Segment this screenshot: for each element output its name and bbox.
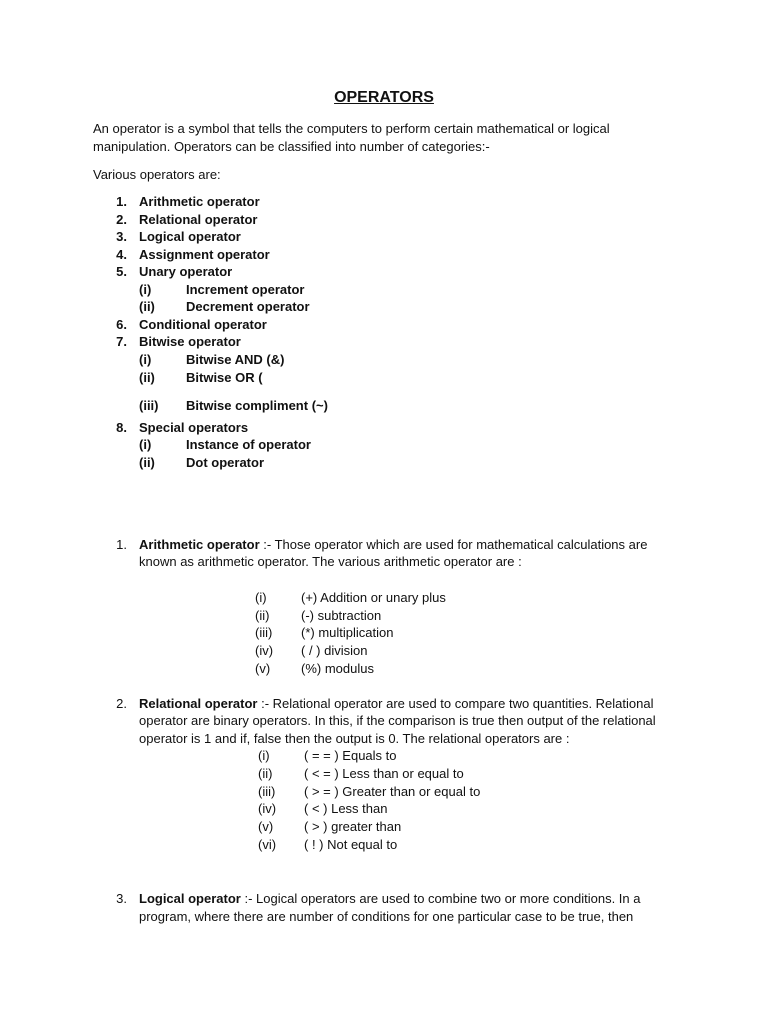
section-line-2: program, where there are number of conditions for one particular case to be true, then <box>139 909 634 924</box>
list-number: 2. <box>116 212 127 227</box>
item-text: ( < ) Less than <box>304 801 388 816</box>
list-item: Unary operator <box>139 264 233 279</box>
item-number: (v) <box>255 661 271 676</box>
list-number: 8. <box>116 420 127 435</box>
sublist-number: (iii) <box>139 398 159 413</box>
list-item: Bitwise operator <box>139 334 241 349</box>
sublist-item: Decrement operator <box>186 299 310 314</box>
list-number: 6. <box>116 317 127 332</box>
section-heading: Relational operator <box>139 696 258 711</box>
section-number: 3. <box>116 891 127 906</box>
section-number: 2. <box>116 696 127 711</box>
intro-line-2: manipulation. Operators can be classified into number of categories:- <box>93 139 490 154</box>
sublist-number: (ii) <box>139 370 155 385</box>
section-heading: Logical operator <box>139 891 241 906</box>
intro-line-1: An operator is a symbol that tells the computers to perform certain mathematical or logical <box>93 121 610 136</box>
section-line-2: operator are binary operators. In this, if the comparison is true then output of the relational <box>139 713 656 728</box>
section-line-2: known as arithmetic operator. The various arithmetic operator are : <box>139 554 522 569</box>
sublist-item: Bitwise OR ( <box>186 370 263 385</box>
item-number: (ii) <box>255 608 270 623</box>
item-number: (iii) <box>258 784 276 799</box>
item-number: (vi) <box>258 837 277 852</box>
sublist-item: Increment operator <box>186 282 305 297</box>
section-text: :- Logical operators are used to combine two or more conditions. In a <box>244 891 641 906</box>
item-number: (i) <box>255 590 267 605</box>
list-item: Special operators <box>139 420 249 435</box>
item-text: (-) subtraction <box>301 608 382 623</box>
item-text: ( / ) division <box>301 643 368 658</box>
list-item: Logical operator <box>139 229 241 244</box>
item-number: (ii) <box>258 766 273 781</box>
item-text: ( = = ) Equals to <box>304 748 397 763</box>
sublist-item: Bitwise AND (&) <box>186 352 285 367</box>
item-text: ( ! ) Not equal to <box>304 837 398 852</box>
item-text: ( > = ) Greater than or equal to <box>304 784 481 799</box>
sublist-item: Bitwise compliment (~) <box>186 398 328 413</box>
list-number: 3. <box>116 229 127 244</box>
list-number: 5. <box>116 264 127 279</box>
item-number: (iv) <box>255 643 274 658</box>
sublist-number: (ii) <box>139 299 155 314</box>
list-number: 1. <box>116 194 127 209</box>
list-item: Conditional operator <box>139 317 267 332</box>
list-number: 4. <box>116 247 127 262</box>
list-number: 7. <box>116 334 127 349</box>
section-heading: Arithmetic operator <box>139 537 260 552</box>
list-item: Assignment operator <box>139 247 270 262</box>
section-line-1 <box>139 890 640 908</box>
item-number: (i) <box>258 748 270 763</box>
item-text: ( < = ) Less than or equal to <box>304 766 464 781</box>
item-text: (*) multiplication <box>301 625 394 640</box>
section-line-1 <box>139 695 653 713</box>
item-number: (v) <box>258 819 274 834</box>
page-title: OPERATORS <box>334 89 434 106</box>
item-number: (iv) <box>258 801 277 816</box>
item-text: (%) modulus <box>301 661 374 676</box>
section-line-3: operator is 1 and if, false then the output is 0. The relational operators are : <box>139 731 570 746</box>
item-text: (+) Addition or unary plus <box>301 590 446 605</box>
section-text: :- Those operator which are used for mathematical calculations are <box>263 537 648 552</box>
item-text: ( > ) greater than <box>304 819 402 834</box>
sublist-number: (i) <box>139 352 152 367</box>
item-number: (iii) <box>255 625 273 640</box>
section-text: :- Relational operator are used to compare two quantities. Relational <box>261 696 654 711</box>
list-item: Arithmetic operator <box>139 194 260 209</box>
sublist-number: (i) <box>139 437 152 452</box>
sublist-number: (ii) <box>139 455 155 470</box>
section-line-1 <box>139 536 647 554</box>
intro-various: Various operators are: <box>93 167 221 182</box>
sublist-number: (i) <box>139 282 152 297</box>
section-number: 1. <box>116 537 127 552</box>
sublist-item: Dot operator <box>186 455 264 470</box>
sublist-item: Instance of operator <box>186 437 311 452</box>
list-item: Relational operator <box>139 212 258 227</box>
